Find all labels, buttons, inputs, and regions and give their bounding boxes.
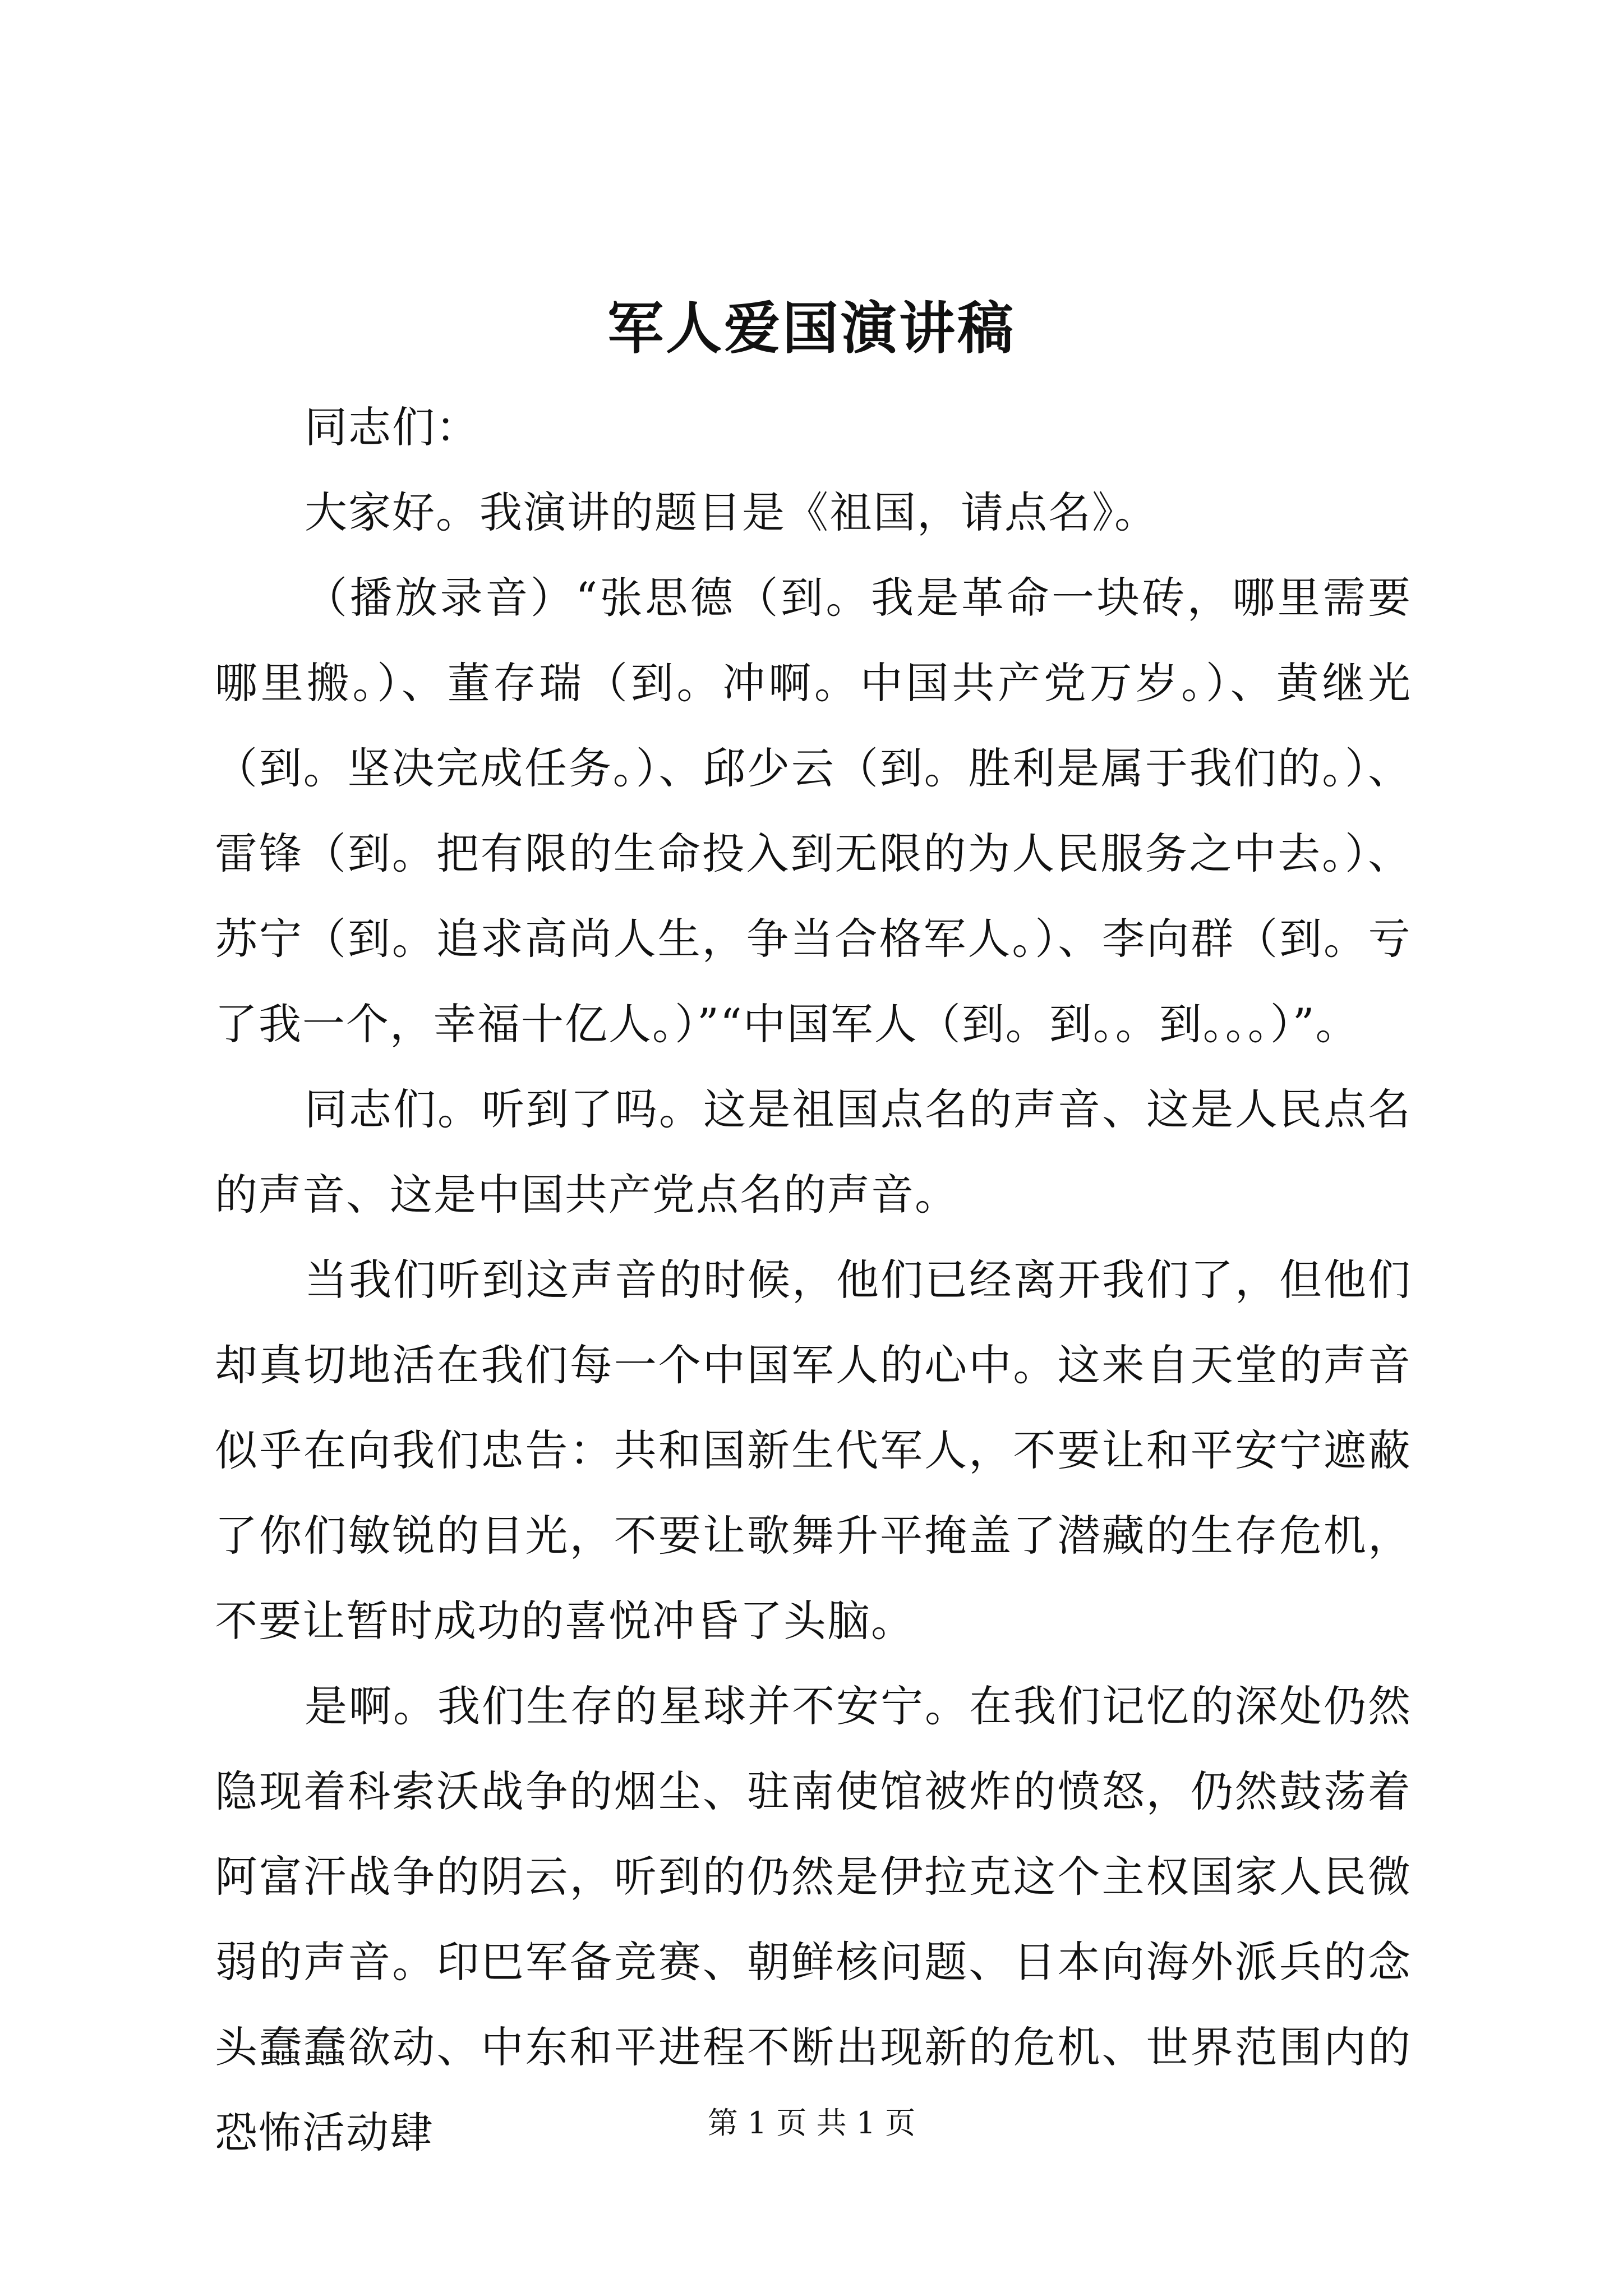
document-title: 军人爱国演讲稿 xyxy=(607,295,1016,361)
paragraph-greeting: 同志们： xyxy=(305,402,479,452)
paragraph-warning: 当我们听到这声音的时候，他们已经离开我们了，但他们却真切地活在我们每一个中国军人的心中。这来自天堂的声音似乎在向我们忠告：共和国新生代军人，不要让和平安宁遮蔽了你们敏锐的目光，不要让歌舞升平掩盖了潜藏的生存危机，不要让暂时成功的喜悦冲昏了头脑。 xyxy=(215,1255,1412,1646)
paragraph-world-situation: 是啊。我们生存的星球并不安宁。在我们记忆的深处仍然隐现着科索沃战争的烟尘、驻南使馆被炸的愤怒，仍然鼓荡着阿富汗战争的阴云，听到的仍然是伊拉克这个主权国家人民微弱的声音。印巴军备竞赛、朝鲜核问题、日本向海外派兵的念头蠢蠢欲动、中东和平进程不断出现新的危机、世界范围内的恐怖活动肆 xyxy=(215,1681,1412,2157)
document-body xyxy=(215,385,1412,2175)
page-footer: 第 1 页 共 1 页 xyxy=(707,2105,916,2141)
paragraph-intro: 大家好。我演讲的题目是《祖国，请点名》。 xyxy=(305,487,1158,537)
paragraph-voices: 同志们。听到了吗。这是祖国点名的声音、这是人民点名的声音、这是中国共产党点名的声音。 xyxy=(215,1084,1412,1220)
paragraph-roll-call: （播放录音）“张思德（到。我是革命一块砖，哪里需要哪里搬。）、董存瑞（到。冲啊。中国共产党万岁。）、黄继光（到。坚决完成任务。）、邱少云（到。胜利是属于我们的。）、雷锋（到。把有限的生命投入到无限的为人民服务之中去。）、苏宁（到。追求高尚人生，争当合格军人。）、李向群（到。亏了我一个，幸福十亿人。）”“中国军人（到。到。。到。。。）”。 xyxy=(215,573,1412,1049)
